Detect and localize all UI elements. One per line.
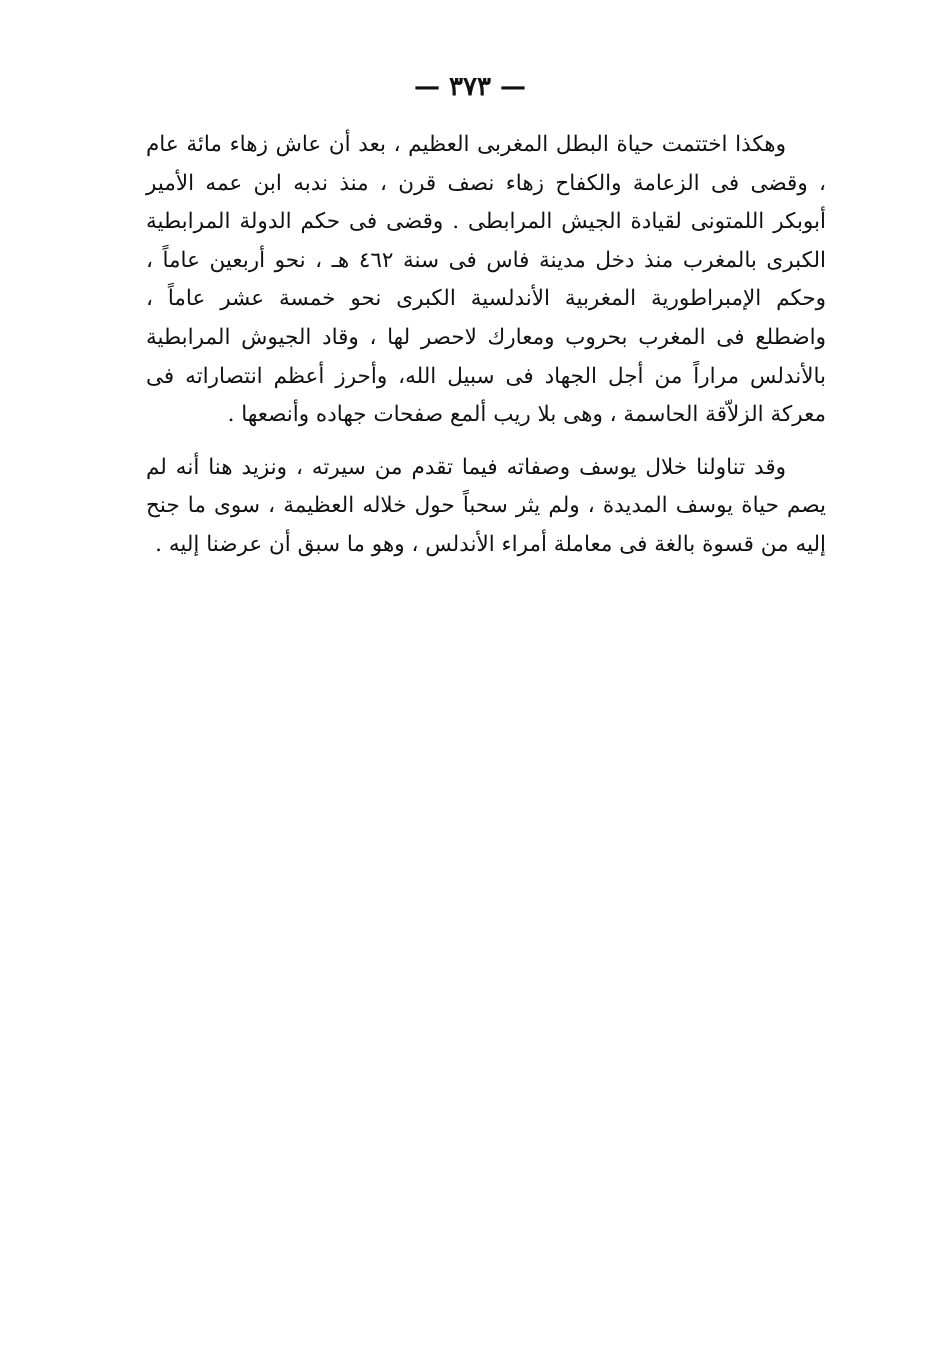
paragraph-1: وهكذا اختتمت حياة البطل المغربى العظيم ، بعد أن عاش زهاء مائة عام ، وقضى فى الزعامة والكفاح زهاء نصف قرن ، منذ ندبه ابن عمه الأمير أبوبكر اللمتونى لقيادة الجيش المرابطى . وقضى فى حكم الدولة المرابطية الكبرى بالمغرب منذ دخل مدينة فاس فى سنة ٤٦٢ هـ ، نحو أربعين عاماً ، وحكم الإمبراطورية المغربية الأندلسية الكبرى نحو خمسة عشر عاماً ، واضطلع فى المغرب بحروب ومعارك لاحصر لها ، وقاد الجيوش المرابطية بالأندلس مراراً من أجل الجهاد فى سبيل الله، وأحرز أعظم انتصاراته فى معركة الزلاّقة الحاسمة ، وهى بلا ريب ألمع صفحات جهاده وأنصعها .: [146, 132, 826, 428]
page-body-text: [146, 126, 826, 565]
paragraph-2: وقد تناولنا خلال يوسف وصفاته فيما تقدم من سيرته ، ونزيد هنا أنه لم يصم حياة يوسف المديدة ، ولم يثر سحباً حول خلاله العظيمة ، سوى ما جنح إليه من قسوة بالغة فى معاملة أمراء الأندلس ، وهو ما سبق أن عرضنا إليه .: [146, 454, 826, 557]
page-number: — ٣٧٣ —: [413, 72, 527, 102]
